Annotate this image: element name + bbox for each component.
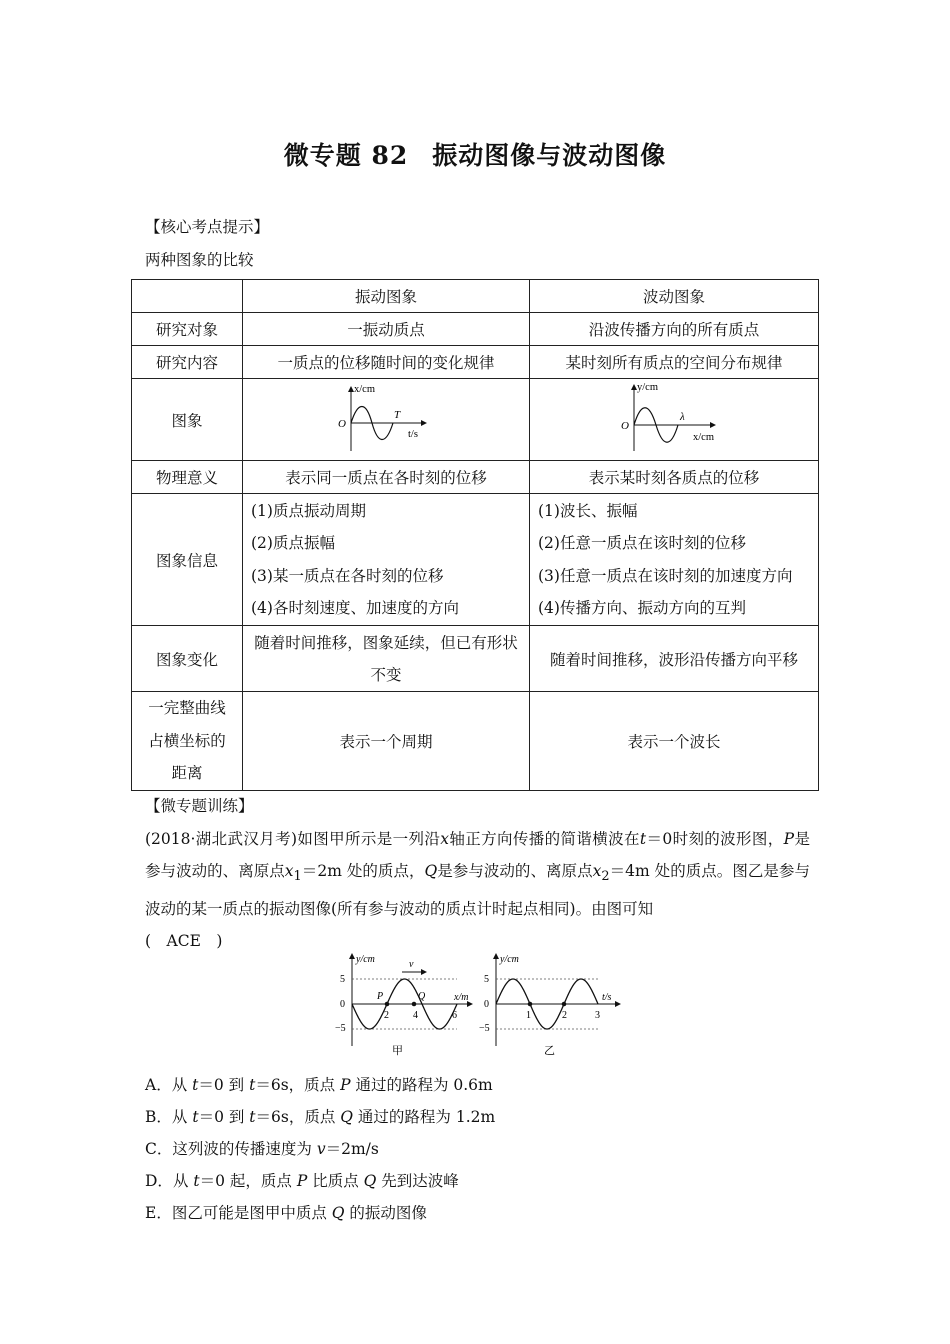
option-b[interactable]: [145, 1105, 495, 1127]
x-tick: 3: [595, 1010, 600, 1021]
text-segment: 从: [172, 1172, 194, 1190]
y-tick: 0: [340, 999, 345, 1010]
figure-caption: 甲: [392, 1045, 403, 1057]
vibration-graph: [336, 381, 436, 455]
text-segment: 图乙可能是图甲中质点: [171, 1204, 332, 1222]
option-d[interactable]: [145, 1169, 459, 1191]
text-segment: ＝0时刻的波形图，: [646, 830, 784, 848]
x-axis-label: x/cm: [693, 431, 714, 443]
text-segment: ＝0 起，质点: [199, 1172, 297, 1190]
table-cell-list: [530, 494, 819, 626]
y-axis-label: y/cm: [500, 954, 519, 965]
wave-graph: [619, 381, 729, 455]
point-Q-label: Q: [418, 991, 426, 1002]
y-tick: 5: [484, 974, 489, 985]
figure-yi: [478, 950, 628, 1062]
list-item: (2)质点振幅: [251, 534, 335, 552]
var: t: [193, 1172, 200, 1190]
option-letter: A．: [145, 1076, 172, 1094]
comparison-table: [131, 279, 819, 791]
x-axis-label: t/s: [602, 992, 612, 1003]
figure-jia: [332, 950, 482, 1062]
table-cell: 某时刻所有质点的空间分布规律: [530, 346, 819, 379]
y-axis-label: y/cm: [637, 381, 658, 393]
x-tick: 6: [452, 1010, 457, 1021]
x-axis-label: t/s: [408, 428, 418, 440]
x-axis-label: x/m: [454, 992, 469, 1003]
x-tick: 2: [562, 1010, 567, 1021]
table-row: [132, 494, 819, 626]
table-cell: 沿波传播方向的所有质点: [530, 313, 819, 346]
table-cell: 一质点的位移随时间的变化规律: [243, 346, 530, 379]
option-letter: C．: [145, 1140, 173, 1158]
table-cell: 表示一个波长: [530, 692, 819, 791]
text-segment: 通过的路程为 0.6m: [350, 1076, 493, 1094]
y-axis-label: y/cm: [356, 954, 375, 965]
col-header-vibration: 振动图象: [243, 280, 530, 313]
var: t: [192, 1076, 199, 1094]
list-item: (1)质点振动周期: [251, 501, 366, 520]
var-Q: Q: [424, 862, 438, 880]
origin-label: O: [338, 417, 346, 430]
var: t: [192, 1108, 199, 1126]
row-label: 图象变化: [132, 626, 243, 692]
section-heading-training: 【微专题训练】: [145, 797, 254, 815]
table-cell: 表示一个周期: [243, 692, 530, 791]
text-segment: 比质点: [307, 1172, 364, 1190]
list-item: (4)各时刻速度、加速度的方向: [251, 599, 459, 617]
text-segment: ＝4m 处的质点。图乙是参与波动的某一质点的振动图像(所有参与波动的质点计时起点相同)。由图可知: [145, 862, 810, 919]
var: Q: [363, 1172, 377, 1190]
text-segment: 轴正方向传播的简谐横波在: [449, 830, 640, 848]
option-e[interactable]: [145, 1201, 427, 1223]
table-row: [132, 346, 819, 379]
text-segment: ＝6s，质点: [255, 1108, 341, 1126]
table-cell-list: [243, 494, 530, 626]
list-item: (3)某一质点在各时刻的位移: [251, 566, 444, 585]
var: P: [340, 1076, 351, 1094]
point-P-label: P: [377, 991, 384, 1002]
y-axis-label: x/cm: [354, 383, 375, 395]
var-x2: x: [592, 862, 602, 880]
table-cell: 表示同一质点在各时刻的位移: [243, 461, 530, 494]
list-item: (1)波长、振幅: [538, 501, 638, 520]
text-segment: 是参与波动的、离原点: [437, 862, 593, 880]
velocity-label: v: [409, 959, 414, 970]
var-t: t: [639, 830, 647, 848]
table-row: [132, 461, 819, 494]
point-P: [385, 1002, 390, 1007]
table-row: [132, 626, 819, 692]
x-tick: 1: [526, 1010, 531, 1021]
wavelength-label: λ: [680, 410, 685, 423]
point-Q: [412, 1002, 417, 1007]
text-segment: 通过的路程为 1.2m: [352, 1108, 496, 1126]
vibration-graph-cell: [243, 379, 530, 461]
text-segment: 这列波的传播速度为: [172, 1140, 317, 1158]
subscript: 2: [601, 869, 610, 885]
data-point: [528, 1002, 533, 1007]
table-row: [132, 313, 819, 346]
option-letter: D．: [145, 1172, 173, 1190]
text-segment: ＝2m/s: [325, 1140, 379, 1158]
list-item: (2)任意一质点在该时刻的位移: [538, 534, 746, 552]
table-row: [132, 692, 819, 791]
text-segment: ＝0 到: [198, 1076, 250, 1094]
text-segment: ＝0 到: [198, 1108, 250, 1126]
table-cell: 一振动质点: [243, 313, 530, 346]
row-label: 图象: [132, 379, 243, 461]
table-row-graphs: [132, 379, 819, 461]
title-main: 微专题 82: [283, 141, 409, 170]
option-a[interactable]: [145, 1073, 493, 1095]
page-title: [0, 136, 950, 172]
row-label: 研究内容: [132, 346, 243, 379]
text-segment: 从: [171, 1076, 193, 1094]
var-P: P: [783, 830, 795, 848]
wave-graph-cell: [530, 379, 819, 461]
option-letter: B．: [145, 1108, 172, 1126]
table-corner-cell: [132, 280, 243, 313]
section-subtitle: 两种图象的比较: [145, 251, 254, 269]
row-label: 图象信息: [132, 494, 243, 626]
var: v: [316, 1140, 326, 1158]
period-label: T: [394, 408, 401, 421]
text-segment: 的振动图像: [344, 1204, 427, 1222]
text-segment: 是参与波动的、离原点: [145, 830, 810, 880]
x-tick: 4: [413, 1010, 418, 1021]
list-item: (4)传播方向、振动方向的互判: [538, 599, 746, 617]
var: P: [296, 1172, 308, 1190]
y-tick: −5: [479, 1023, 490, 1034]
list-item: (3)任意一质点在该时刻的加速度方向: [538, 566, 793, 585]
var: Q: [340, 1108, 353, 1126]
table-cell: 随着时间推移，图象延续，但已有形状不变: [243, 626, 530, 692]
text-segment: ＝2m 处的质点，: [301, 862, 425, 880]
option-letter: E．: [145, 1204, 172, 1222]
col-header-wave: 波动图象: [530, 280, 819, 313]
row-label: 研究对象: [132, 313, 243, 346]
text-segment: ＝6s，质点: [255, 1076, 341, 1094]
row-label: 一完整曲线占横坐标的距离: [132, 692, 243, 791]
y-tick: 5: [340, 974, 345, 985]
table-cell: 表示某时刻各质点的位移: [530, 461, 819, 494]
table-cell: 随着时间推移，波形沿传播方向平移: [530, 626, 819, 692]
y-tick: −5: [335, 1023, 346, 1034]
figure-caption: 乙: [544, 1045, 555, 1057]
origin-label: O: [621, 419, 629, 432]
table-header-row: [132, 280, 819, 313]
option-c[interactable]: [145, 1137, 379, 1159]
var-x: x: [440, 830, 450, 848]
question-text: [145, 823, 810, 957]
title-sub: 振动图像与波动图像: [432, 141, 667, 170]
answer: ( ACE ): [145, 932, 223, 951]
var: t: [249, 1076, 256, 1094]
y-tick: 0: [484, 999, 489, 1010]
text-segment: 从: [171, 1108, 193, 1126]
text-segment: (2018·湖北武汉月考)如图甲所示是一列沿: [145, 830, 441, 848]
text-segment: 先到达波峰: [376, 1172, 459, 1190]
var: t: [249, 1108, 256, 1126]
subscript: 1: [293, 869, 302, 885]
data-point: [562, 1002, 567, 1007]
row-label: 物理意义: [132, 461, 243, 494]
section-heading-key-points: 【核心考点提示】: [145, 218, 270, 236]
var: Q: [331, 1204, 345, 1222]
var-x1: x: [284, 862, 294, 880]
x-tick: 2: [384, 1010, 389, 1021]
